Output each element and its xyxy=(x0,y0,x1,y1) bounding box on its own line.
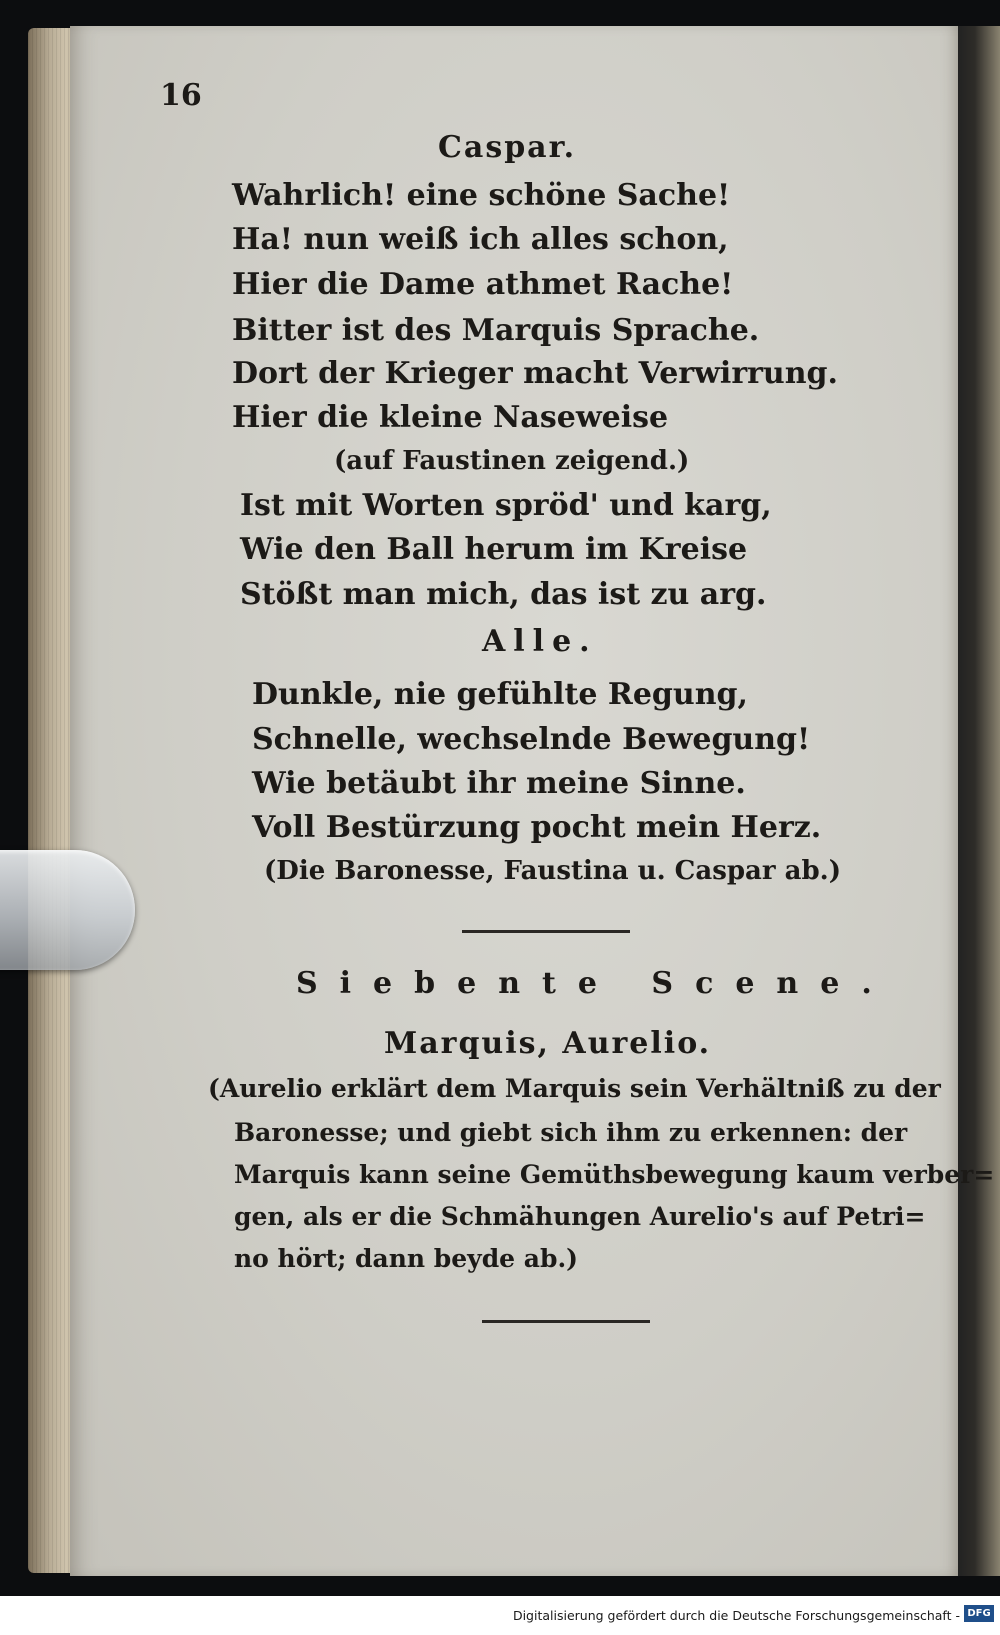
verse-line: Ha! nun weiß ich alles schon, xyxy=(232,222,729,257)
verse-line: Wahrlich! eine schöne Sache! xyxy=(232,178,731,213)
stage-direction: Marquis kann seine Gemüthsbewegung kaum verber= xyxy=(234,1160,995,1189)
verse-line: Bitter ist des Marquis Sprache. xyxy=(232,313,760,348)
footer-credit: Digitalisierung gefördert durch die Deutsche Forschungsgemeinschaft - xyxy=(512,1608,960,1623)
scene-characters: Marquis, Aurelio. xyxy=(384,1026,712,1061)
verse-line: Wie betäubt ihr meine Sinne. xyxy=(252,766,746,801)
verse-line: Hier die Dame athmet Rache! xyxy=(232,267,734,302)
verse-line: Stößt man mich, das ist zu arg. xyxy=(240,577,767,612)
verse-line: Dort der Krieger macht Verwirrung. xyxy=(232,356,838,391)
stage-direction: (Aurelio erklärt dem Marquis sein Verhältniß zu der xyxy=(208,1074,941,1103)
separator-rule xyxy=(462,930,630,933)
verse-line: Ist mit Worten spröd' und karg, xyxy=(240,488,772,523)
speaker-alle: Alle. xyxy=(482,624,598,659)
stage-direction: (Die Baronesse, Faustina u. Caspar ab.) xyxy=(264,856,842,886)
dfg-logo: DFG xyxy=(964,1605,994,1622)
stage-direction: Baronesse; und giebt sich ihm zu erkennen: der xyxy=(234,1118,908,1147)
stage-direction: (auf Faustinen zeigend.) xyxy=(334,446,690,476)
verse-line: Voll Bestürzung pocht mein Herz. xyxy=(252,810,822,845)
scan-border xyxy=(0,1576,1000,1596)
book-page xyxy=(70,26,958,1576)
separator-rule xyxy=(482,1320,650,1323)
stage-direction: gen, als er die Schmähungen Aurelio's auf Petri= xyxy=(234,1202,926,1231)
verse-line: Schnelle, wechselnde Bewegung! xyxy=(252,722,811,757)
verse-line: Dunkle, nie gefühlte Regung, xyxy=(252,677,748,712)
page-number: 16 xyxy=(160,78,202,113)
facing-page-edge xyxy=(958,26,1000,1576)
speaker-caspar: Caspar. xyxy=(438,130,577,165)
page-holder-clip xyxy=(0,850,135,970)
scene-title: Siebente Scene. xyxy=(296,966,894,1001)
verse-line: Hier die kleine Naseweise xyxy=(232,400,669,435)
stage-direction: no hört; dann beyde ab.) xyxy=(234,1244,579,1273)
verse-line: Wie den Ball herum im Kreise xyxy=(240,532,748,567)
